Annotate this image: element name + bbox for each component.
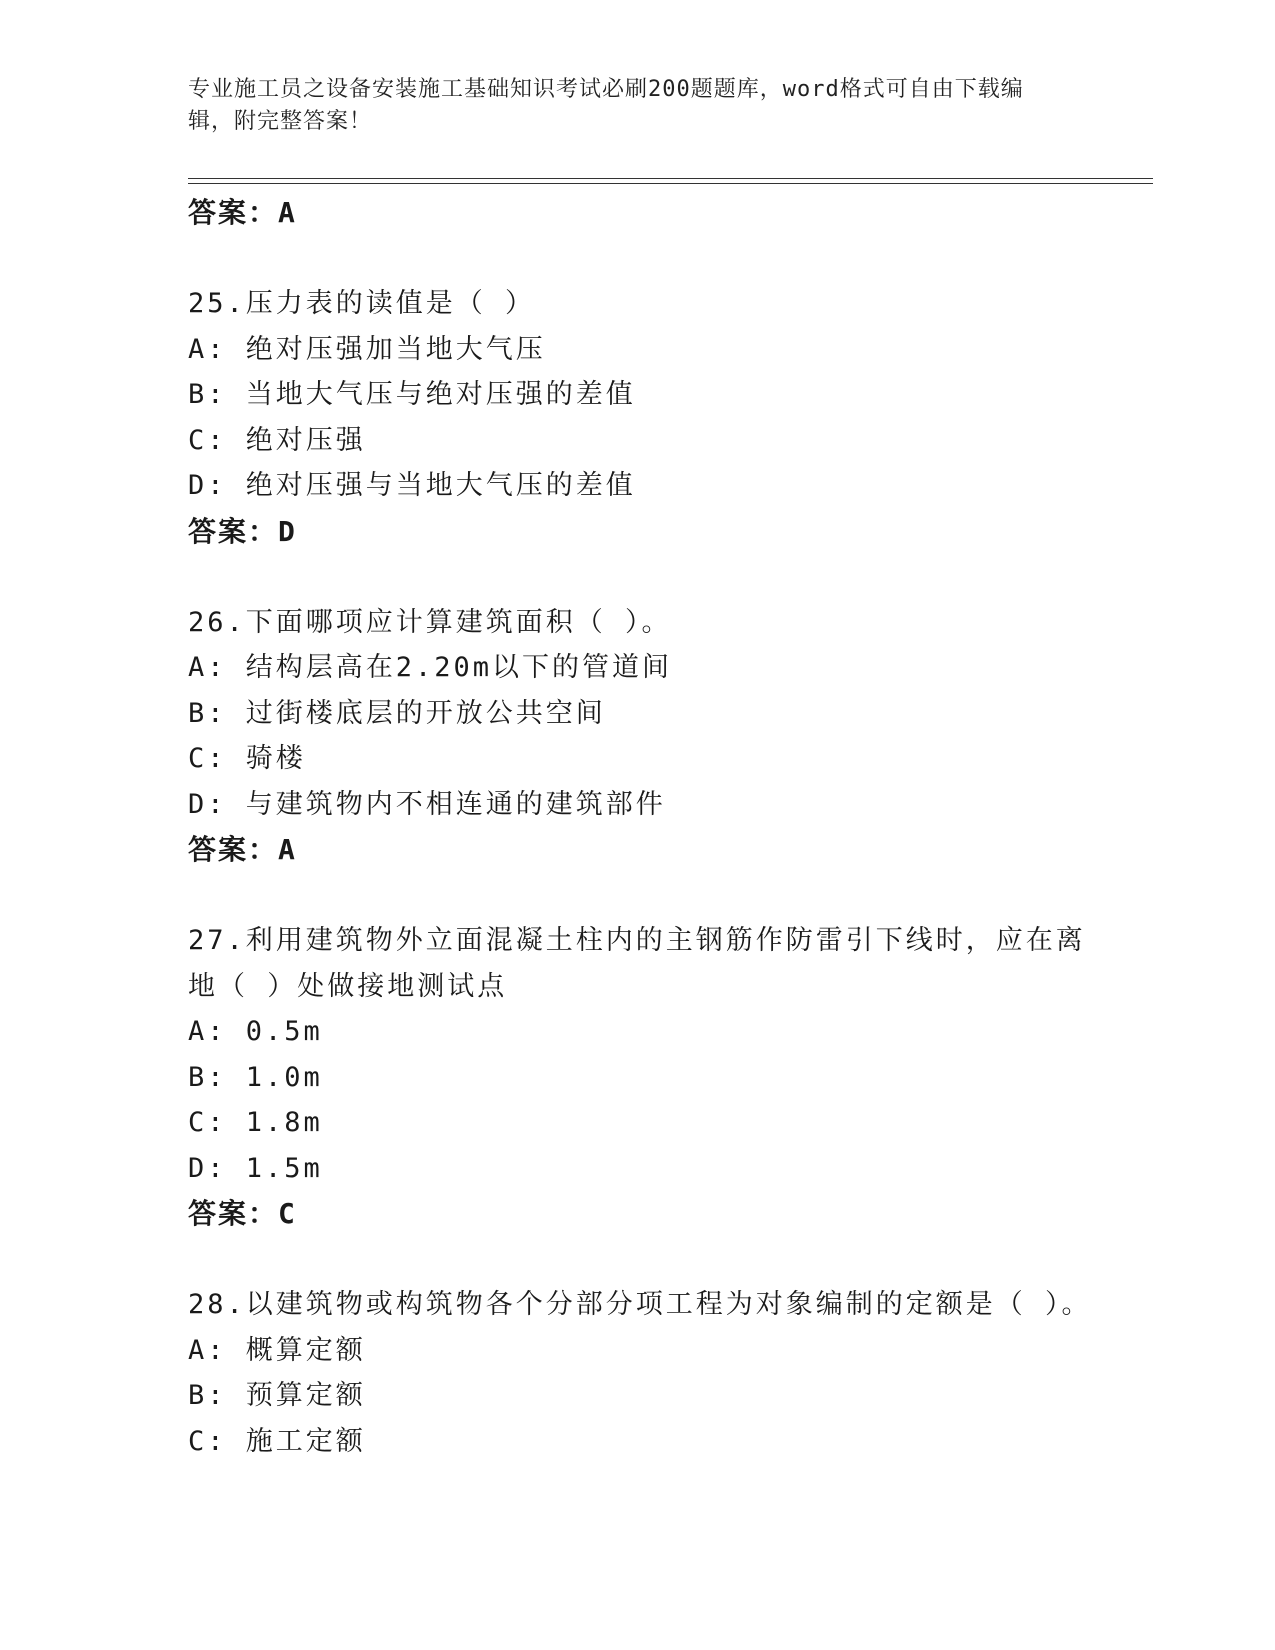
question-title: 26.下面哪项应计算建筑面积（ ）。 — [188, 606, 672, 638]
answer-label: 答案：A — [188, 196, 297, 229]
option-c: C: 施工定额 — [188, 1425, 366, 1457]
header-divider-bottom — [188, 183, 1153, 184]
question-title: 28.以建筑物或构筑物各个分部分项工程为对象编制的定额是（ ）。 — [188, 1289, 1092, 1320]
header-divider-top — [188, 178, 1153, 179]
question-block — [188, 1282, 1092, 1464]
page-header: 专业施工员之设备安装施工基础知识考试必刷200题题库，word格式可自由下载编辑，附完整答案！ — [188, 77, 1024, 134]
question-block — [188, 600, 1088, 873]
option-c: C: 绝对压强 — [188, 424, 366, 456]
question-list — [188, 190, 1092, 1464]
option-b: B: 当地大气压与绝对压强的差值 — [188, 379, 636, 410]
answer-label: 答案：A — [188, 833, 297, 866]
option-b: B: 1.0m — [188, 1061, 323, 1093]
option-b: B: 预算定额 — [188, 1380, 366, 1411]
option-c: C: 骑楼 — [188, 743, 306, 774]
question-block — [188, 281, 1088, 554]
question-block — [188, 918, 1088, 1237]
option-c: C: 1.8m — [188, 1107, 323, 1138]
question-title: 27.利用建筑物外立面混凝土柱内的主钢筋作防雷引下线时，应在离地（ ）处做接地测试点 — [188, 925, 1086, 1002]
option-a: A: 绝对压强加当地大气压 — [188, 333, 546, 365]
answer-label: 答案：D — [188, 514, 297, 548]
option-a: A: 0.5m — [188, 1016, 323, 1047]
option-b: B: 过街楼底层的开放公共空间 — [188, 697, 606, 729]
option-d: D: 绝对压强与当地大气压的差值 — [188, 470, 636, 501]
question-title: 25.压力表的读值是（ ） — [188, 288, 536, 319]
option-a: A: 结构层高在2.20m以下的管道间 — [188, 652, 673, 683]
answer-label: 答案：C — [188, 1197, 297, 1230]
option-a: A: 概算定额 — [188, 1334, 366, 1366]
option-d: D: 与建筑物内不相连通的建筑部件 — [188, 788, 666, 820]
option-d: D: 1.5m — [188, 1152, 323, 1184]
